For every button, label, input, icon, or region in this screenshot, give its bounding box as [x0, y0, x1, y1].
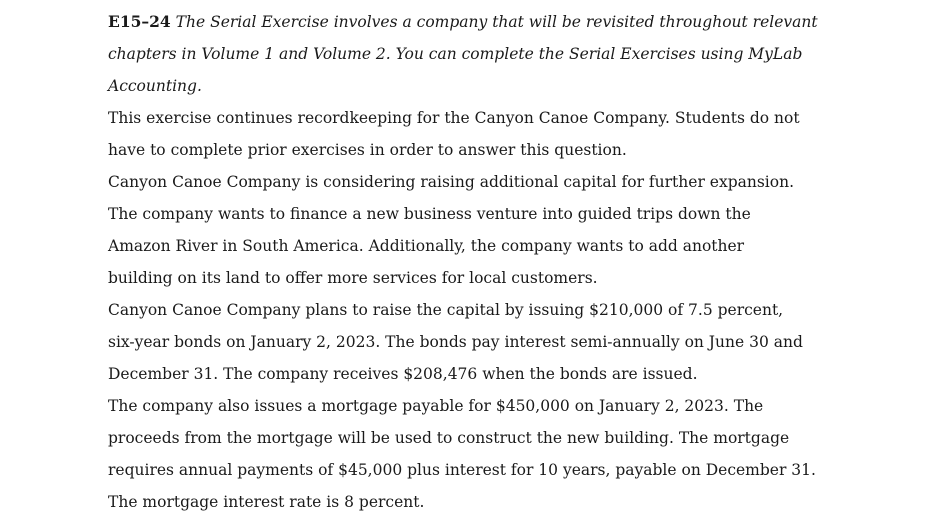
exercise-intro-line: The Serial Exercise involves a company that will be revisited throughout relevant — [175, 13, 818, 31]
exercise-number: E15–24 — [108, 12, 171, 31]
paragraph-line: have to complete prior exercises in order to answer this question. — [108, 141, 627, 159]
exercise-heading-line — [108, 6, 908, 38]
paragraph-recordkeeping — [108, 102, 908, 166]
paragraph-line: December 31. The company receives $208,476 when the bonds are issued. — [108, 365, 698, 383]
paragraph-line: This exercise continues recordkeeping for the Canyon Canoe Company. Students do not — [108, 109, 800, 127]
paragraph-expansion — [108, 166, 908, 294]
paragraph-line: building on its land to offer more services for local customers. — [108, 269, 598, 287]
paragraph-line: The mortgage interest rate is 8 percent. — [108, 493, 425, 511]
exercise-intro-line: Accounting. — [108, 77, 202, 95]
paragraph-line: proceeds from the mortgage will be used to construct the new building. The mortgage — [108, 429, 790, 447]
paragraph-line: The company also issues a mortgage payable for $450,000 on January 2, 2023. The — [108, 397, 764, 415]
exercise-document — [108, 6, 908, 518]
paragraph-mortgage — [108, 390, 908, 518]
paragraph-line: six-year bonds on January 2, 2023. The bonds pay interest semi-annually on June 30 and — [108, 333, 803, 351]
paragraph-line: Canyon Canoe Company plans to raise the capital by issuing $210,000 of 7.5 percent, — [108, 301, 784, 319]
paragraph-line: The company wants to finance a new business venture into guided trips down the — [108, 205, 751, 223]
paragraph-line: Canyon Canoe Company is considering raising additional capital for further expansion. — [108, 173, 794, 191]
paragraph-line: Amazon River in South America. Additionally, the company wants to add another — [108, 237, 745, 255]
paragraph-bonds — [108, 294, 908, 390]
paragraph-line: requires annual payments of $45,000 plus interest for 10 years, payable on December 31. — [108, 461, 816, 479]
exercise-intro-line: chapters in Volume 1 and Volume 2. You can complete the Serial Exercises using MyLab — [108, 45, 803, 63]
